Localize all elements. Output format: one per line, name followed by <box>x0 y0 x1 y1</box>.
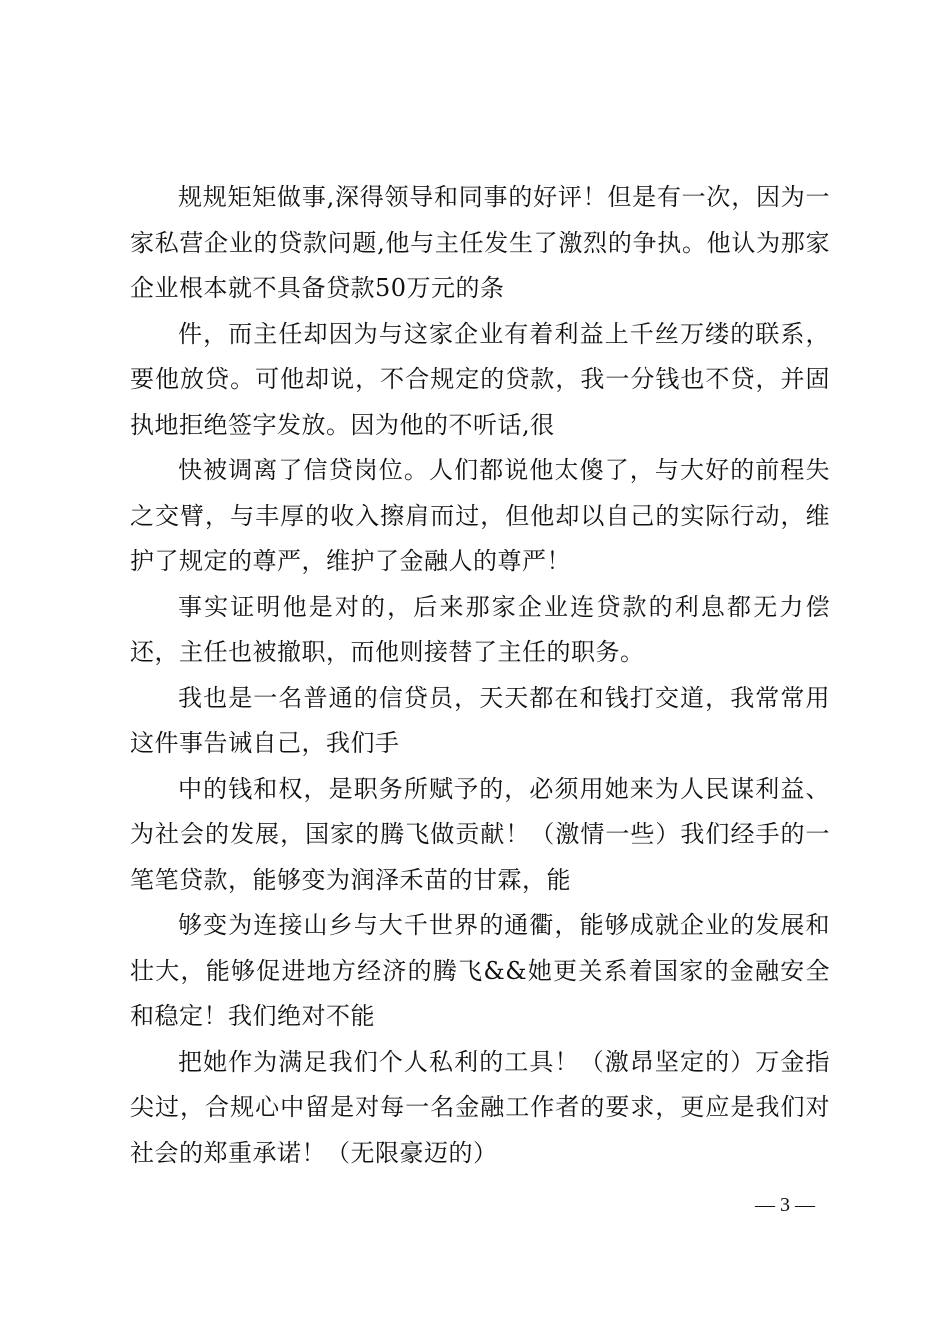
paragraph: 我也是一名普通的信贷员，天天都在和钱打交道，我常常用这件事告诫自己，我们手 <box>130 683 830 757</box>
paragraph: 够变为连接山乡与大千世界的通衢，能够成就企业的发展和壮大，能够促进地方经济的腾飞&&她更关系着国家的金融安全和稳定！我们绝对不能 <box>130 911 830 1030</box>
paragraph: 件，而主任却因为与这家企业有着利益上千丝万缕的联系，要他放贷。可他却说，不合规定的贷款，我一分钱也不贷，并固执地拒绝签字发放。因为他的不听话,很 <box>130 319 830 439</box>
body-text <box>130 175 830 1176</box>
paragraph: 规规矩矩做事,深得领导和同事的好评！但是有一次，因为一家私营企业的贷款问题,他与主任发生了激烈的争执。他认为那家企业根本就不具备贷款50万元的条 <box>130 183 830 302</box>
paragraph: 中的钱和权，是职务所赋予的，必须用她来为人民谋利益、为社会的发展，国家的腾飞做贡献！（激情一些）我们经手的一笔笔贷款，能够变为润泽禾苗的甘霖，能 <box>130 774 830 894</box>
paragraph: 快被调离了信贷岗位。人们都说他太傻了，与大好的前程失之交臂，与丰厚的收入擦肩而过，但他却以自己的实际行动，维护了规定的尊严，维护了金融人的尊严！ <box>130 456 830 575</box>
page-number: — 3 — <box>755 1194 815 1216</box>
paragraph: 把她作为满足我们个人私利的工具！（激昂坚定的）万金指尖过，合规心中留是对每一名金融工作者的要求，更应是我们对社会的郑重承诺！（无限豪迈的） <box>130 1047 830 1167</box>
paragraph: 事实证明他是对的，后来那家企业连贷款的利息都无力偿还，主任也被撤职，而他则接替了主任的职务。 <box>130 592 830 666</box>
